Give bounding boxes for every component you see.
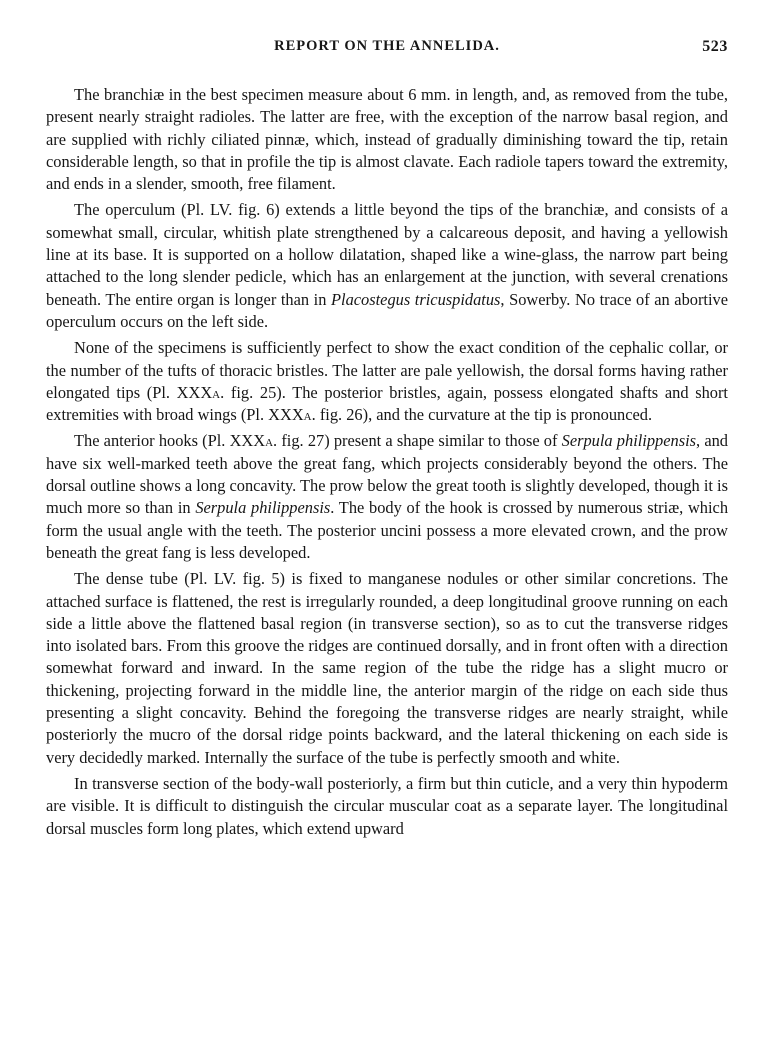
text-run: . fig. 25). The posterior bristles, again, possess elongated shafts and short extremities with broad wings (Pl. XXX — [46, 382, 728, 425]
plate-suffix: a — [212, 382, 221, 402]
text-run: . fig. 26), and the curvature at the tip is pronounced. — [311, 405, 653, 425]
plate-suffix: a — [303, 405, 312, 425]
body-text — [46, 84, 728, 840]
paragraph-tube — [46, 568, 728, 769]
text-run: . The body of the hook is crossed by numerous striæ, which form the usual angle with the teeth. The posterior uncini possess a more elevated crown, and the prow beneath the great fang is less developed. — [46, 498, 729, 562]
page-number: 523 — [702, 38, 728, 55]
plate-suffix: a — [265, 431, 274, 451]
text-run: , and have six well-marked teeth above the great fang, which projects considerably beyond the others. The dorsal outline shows a long concavity. The prow below the great tooth is slightly developed, though it is much more so than in — [46, 431, 728, 518]
text-run: . fig. 27) present a shape similar to those of — [273, 431, 562, 451]
document-page — [46, 38, 728, 840]
paragraph-operculum — [46, 199, 728, 333]
species-name: Serpula philippensis — [195, 498, 331, 518]
text-run: The operculum (Pl. LV. fig. 6) extends a little beyond the tips of the branchiæ, and consists of a somewhat small, circular, whitish plate strengthened by a calcareous deposit, and having a yellowish line at its base. It is supported on a hollow dilatation, shaped like a wine-glass, the narrow part being attached to the long slender pedicle, which has an enlargement at the junction, with several crenations beneath. The entire organ is longer than in — [46, 200, 728, 309]
text-run: The branchiæ in the best specimen measure about 6 mm. in length, and, as removed from the tube, present nearly straight radioles. The latter are free, with the exception of the narrow basal region, and are supplied with richly ciliated pinnæ, which, instead of gradually diminishing toward the tip, retain considerable length, so that in profile the tip is almost clavate. Each radiole tapers toward the extremity, and ends in a slender, smooth, free filament. — [46, 85, 728, 194]
paragraph-bristles — [46, 337, 728, 426]
text-run: , Sowerby. No trace of an abortive operculum occurs on the left side. — [46, 289, 729, 331]
text-run: The dense tube (Pl. LV. fig. 5) is fixed to manganese nodules or other similar concretions. The attached surface is flattened, the rest is irregularly rounded, a deep longitudinal groove running on each side a little above the flattened basal region (in transverse section), so as to cut the transverse ridges into isolated bars. From this groove the ridges are continued dorsally, and in front often with a direction somewhat forward and inward. In the same region of the tube the ridge has a slight mucro or thickening, projecting forward in the middle line, the anterior margin of the ridge on each side thus presenting a slight concavity. Behind the foregoing the transverse ridges are nearly straight, while posteriorly the mucro of the dorsal ridge points backward, and the lateral thickening on each side is very decidedly marked. Internally the surface of the tube is perfectly smooth and white. — [46, 569, 728, 767]
species-name: Placostegus tricuspidatus — [331, 289, 501, 309]
text-run: In transverse section of the body-wall posteriorly, a firm but thin cuticle, and a very thin hypoderm are visible. It is difficult to distinguish the circular muscular coat as a separate layer. The longitudinal dorsal muscles form long plates, which extend upward — [46, 773, 728, 838]
text-run: The anterior hooks (Pl. XXX — [74, 431, 266, 451]
paragraph-hooks — [46, 430, 728, 564]
running-title: REPORT ON THE ANNELIDA. — [274, 38, 500, 54]
species-name: Serpula philippensis — [561, 431, 697, 451]
paragraph-branchiae — [46, 84, 728, 195]
text-run: None of the specimens is sufficiently perfect to show the exact condition of the cephalic collar, or the number of the tufts of thoracic bristles. The latter are pale yellowish, the dorsal forms having rather elongated tips (Pl. XXX — [46, 338, 728, 402]
running-header — [46, 38, 728, 66]
paragraph-body-wall — [46, 773, 728, 840]
